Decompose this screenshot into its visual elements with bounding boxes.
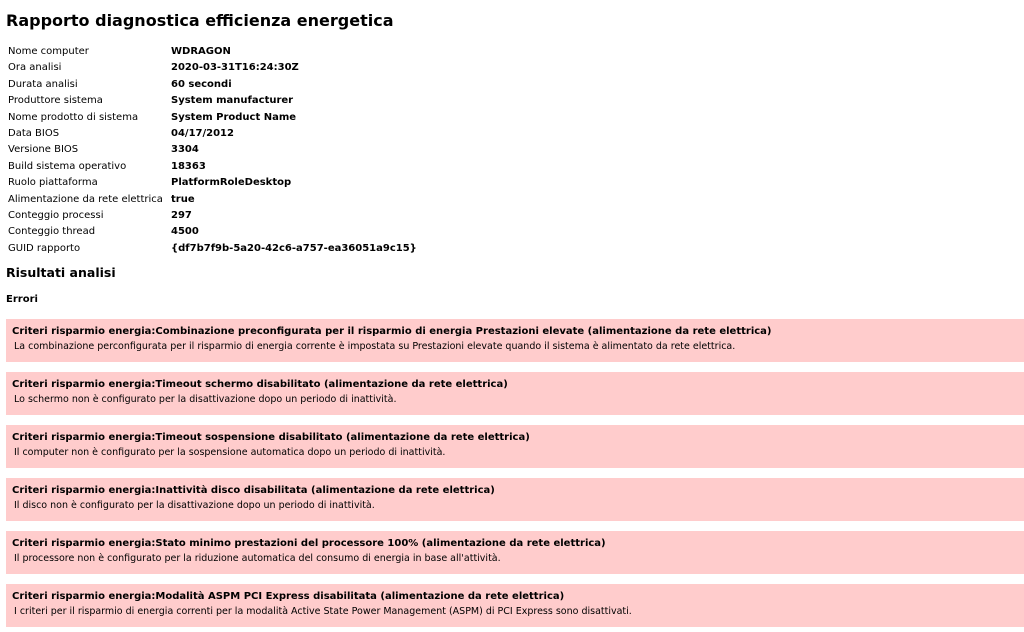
info-row-platform-role — [8, 175, 417, 191]
info-value: PlatformRoleDesktop — [171, 177, 292, 189]
analysis-results-title: Risultati analisi — [6, 265, 116, 281]
info-row-process-count — [8, 208, 417, 224]
info-row-bios-version — [8, 142, 417, 158]
error-title: Criteri risparmio energia:Modalità ASPM PCI Express disabilitata (alimentazione da rete elettrica) — [12, 591, 565, 603]
info-row-os-build — [8, 159, 417, 175]
errors-title: Errori — [6, 294, 38, 306]
info-label: GUID rapporto — [8, 242, 81, 254]
info-label: Conteggio processi — [8, 210, 104, 222]
error-item-sleep-timeout — [6, 425, 1024, 468]
error-title: Criteri risparmio energia:Timeout schermo disabilitato (alimentazione da rete elettrica) — [12, 379, 508, 391]
error-description: La combinazione perconfigurata per il risparmio di energia corrente è impostata su Prestazioni elevate quando il sistema è alimentato da rete elettrica. — [14, 341, 736, 353]
info-value: {df7b7f9b-5a20-42c6-a757-ea36051a9c15} — [171, 242, 417, 254]
info-label: Versione BIOS — [8, 144, 79, 156]
info-label: Data BIOS — [8, 128, 60, 140]
info-value: 18363 — [171, 160, 206, 172]
info-value: 4500 — [171, 226, 199, 238]
info-value: System manufacturer — [171, 95, 294, 107]
error-item-display-timeout — [6, 372, 1024, 415]
info-value: 2020-03-31T16:24:30Z — [171, 62, 299, 74]
info-label: Produttore sistema — [8, 95, 103, 107]
error-title: Criteri risparmio energia:Inattività disco disabilitata (alimentazione da rete elettrica) — [12, 485, 495, 497]
report-title: Rapporto diagnostica efficienza energetica — [6, 11, 394, 30]
info-row-ac-power — [8, 192, 417, 208]
info-value: 04/17/2012 — [171, 128, 234, 140]
info-row-report-guid — [8, 241, 417, 257]
info-value: 297 — [171, 210, 192, 222]
info-row-analysis-time — [8, 60, 417, 76]
error-title: Criteri risparmio energia:Stato minimo prestazioni del processore 100% (alimentazione da rete elettrica) — [12, 538, 606, 550]
info-value: true — [171, 193, 195, 205]
info-value: System Product Name — [171, 111, 297, 123]
info-label: Nome prodotto di sistema — [8, 111, 139, 123]
info-label: Nome computer — [8, 46, 89, 57]
error-item-processor-min-state — [6, 531, 1024, 574]
system-info-table — [8, 44, 417, 257]
info-value: 60 secondi — [171, 78, 232, 90]
error-item-disk-idle — [6, 478, 1024, 521]
info-row-analysis-duration — [8, 77, 417, 93]
error-item-high-performance-plan — [6, 319, 1024, 362]
error-description: Lo schermo non è configurato per la disattivazione dopo un periodo di inattività. — [14, 394, 397, 406]
error-item-pci-express-aspm — [6, 584, 1024, 627]
info-label: Ruolo piattaforma — [8, 177, 98, 189]
error-description: I criteri per il risparmio di energia correnti per la modalità Active State Power Management (ASPM) di PCI Express sono disattivati. — [14, 606, 632, 618]
info-row-bios-date — [8, 126, 417, 142]
info-value: 3304 — [171, 144, 199, 156]
error-title: Criteri risparmio energia:Timeout sospensione disabilitato (alimentazione da rete elettrica) — [12, 432, 530, 444]
info-label: Build sistema operativo — [8, 160, 127, 172]
info-row-thread-count — [8, 224, 417, 240]
error-description: Il disco non è configurato per la disattivazione dopo un periodo di inattività. — [14, 500, 375, 512]
info-row-computer-name — [8, 44, 417, 60]
info-label: Alimentazione da rete elettrica — [8, 193, 163, 205]
info-label: Durata analisi — [8, 78, 78, 90]
info-row-system-product-name — [8, 110, 417, 126]
info-label: Ora analisi — [8, 62, 62, 74]
error-title: Criteri risparmio energia:Combinazione preconfigurata per il risparmio di energia Prestazioni elevate (alimentazione da rete elettrica) — [12, 326, 772, 338]
info-label: Conteggio thread — [8, 226, 96, 238]
error-description: Il computer non è configurato per la sospensione automatica dopo un periodo di inattività. — [14, 447, 446, 459]
error-description: Il processore non è configurato per la riduzione automatica del consumo di energia in base all'attività. — [14, 553, 501, 565]
info-value: WDRAGON — [171, 46, 231, 57]
info-row-system-manufacturer — [8, 93, 417, 109]
